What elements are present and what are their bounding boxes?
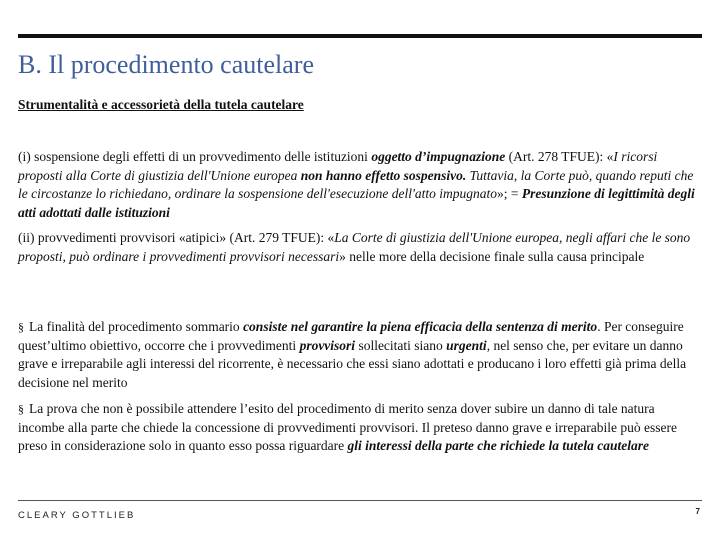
bullet-icon: § (18, 402, 24, 416)
footer-rule (18, 500, 702, 501)
p2-text-1: (ii) provvedimenti provvisori «atipici» (Art. 279 TFUE): « (18, 230, 335, 245)
paragraph-provvedimenti (18, 229, 702, 266)
top-rule (18, 34, 702, 38)
p3-emphasis-urgenti: urgenti (446, 337, 487, 353)
p3-emphasis-finalita: consiste nel garantire la piena efficacia della sentenza di merito (243, 319, 598, 334)
p1-quote-1: I ricorsi proposti alla Corte di giustizia dell'Unione europea (18, 149, 658, 183)
p1-emphasis-oggetto: oggetto d’impugnazione (371, 149, 506, 164)
slide-title: B. Il procedimento cautelare (18, 50, 314, 79)
p2-quote: La Corte di giustizia dell'Unione europea, negli affari che le sono proposti, può ordinare i provvedimenti provvisori necessari (18, 230, 691, 264)
p1-quote-2: Tuttavia, la Corte può, quando reputi che le circostanze lo richiedano, ordinare la sospensione dell'esecuzione dell'atto impugnato (18, 167, 694, 201)
slide-subtitle: Strumentalità e accessorietà della tutela cautelare (18, 97, 304, 112)
p1-emphasis-presunzione: Presunzione di legittimità degli atti adottati dalle istituzioni (18, 186, 695, 220)
p3-emphasis-provvisori: provvisori (299, 337, 356, 353)
p4-emphasis-interessi: gli interessi della parte che richiede la tutela cautelare (347, 438, 650, 453)
p1-emphasis-effetto: non hanno effetto sospensivo. (300, 167, 467, 183)
paragraph-finalita (18, 318, 702, 392)
bullet-icon: § (18, 320, 24, 334)
p3-text-5: sollecitati siano (355, 337, 447, 353)
p1-text-3: (Art. 278 TFUE): « (505, 149, 614, 164)
paragraph-sospensione (18, 148, 702, 222)
p3-text-1: La finalità del procedimento sommario (29, 319, 244, 334)
p1-text-1: (i) sospensione degli effetti di un provvedimento delle istituzioni (18, 149, 372, 164)
cleary-gottlieb-logo: CLEARY GOTTLIEB (18, 510, 136, 521)
paragraph-prova (18, 400, 702, 456)
p2-text-3: » nelle more della decisione finale sulla causa principale (339, 248, 645, 264)
page-number: 7 (695, 507, 700, 516)
p4-text-1: La prova che non è possibile attendere l’esito del procedimento di merito senza dover subire un danno di tale natura incombe alla parte che chiede la concessione di provvedimenti provvisori. Il preteso danno grave e irreparabile può essere preso in considerazione solo in quanto esso possa riguardare (18, 401, 677, 453)
p3-text-3: . Per conseguire quest’ultimo obiettivo, occorre che i provvedimenti (18, 319, 684, 353)
p1-text-7: »; = (496, 186, 522, 201)
p3-text-7: , nel senso che, per evitare un danno grave e irreparabile agli interessi del ricorrente, è necessario che essi siano adottati e producano i loro effetti già prima della decisione nel merito (18, 337, 687, 390)
